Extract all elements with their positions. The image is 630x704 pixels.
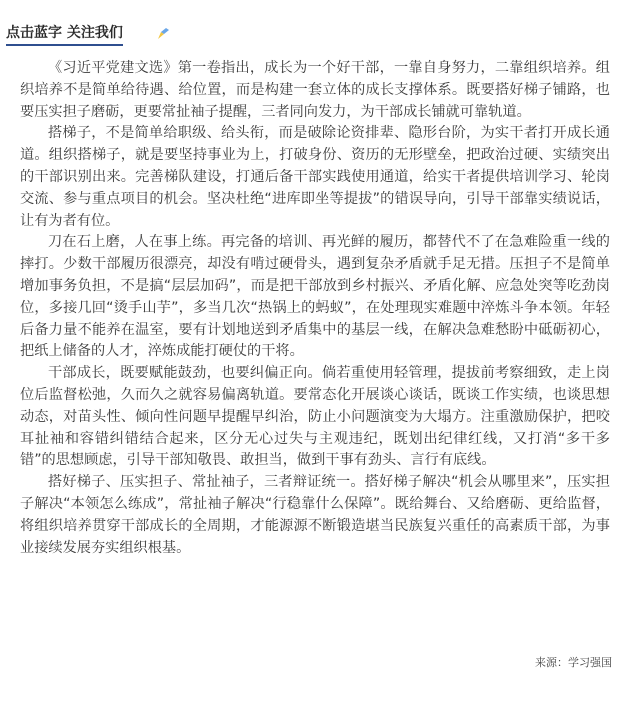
article-paragraph: 搭梯子，不是简单给职级、给头衔，而是破除论资排辈、隐形台阶，为实干者打开成长通道。组织搭梯子，就是要坚持事业为上，打破身份、资历的无形壁垒，把政治过硬、实绩突出的干部识别出来。完善梯队建设，打通后备干部实践使用通道，给实干者提供培训学习、轮岗交流、参与重点项目的机会。坚决杜绝“进库即坐等提拔”的错误导向，引导干部靠实绩说话，让有为者有位。: [20, 125, 610, 229]
article-paragraph: 干部成长，既要赋能鼓劲，也要纠偏正向。倘若重使用轻管理，提拔前考察细致，走上岗位后监督松弛，久而久之就容易偏离轨道。要常态化开展谈心谈话，既谈工作实绩，也谈思想动态，对苗头性、倾向性问题早提醒早纠治，防止小问题演变为大塌方。注重激励保护，把咬耳扯袖和容错纠错结合起来，区分无心过失与主观违纪，既划出纪律红线，又打消“多干多错”的思想顾虑，引导干部知敬畏、敢担当，做到干事有劲头、言行有底线。: [20, 365, 610, 469]
article-paragraph: 搭好梯子、压实担子、常扯袖子，三者辩证统一。搭好梯子解决“机会从哪里来”，压实担子解决“本领怎么练成”，常扯袖子解决“行稳靠什么保障”。既给舞台、又给磨砺、更给监督，将组织培养贯穿干部成长的全周期，才能源源不断锻造堪当民族复兴重任的高素质干部，为事业接续发展夯实组织根基。: [20, 474, 610, 556]
article-paragraph: 刀在石上磨，人在事上练。再完备的培训、再光鲜的履历，都替代不了在急难险重一线的摔打。少数干部履历很漂亮，却没有啃过硬骨头，遇到复杂矛盾就手足无措。压担子不是简单增加事务负担，不是搞“层层加码”，而是把干部放到乡村振兴、矛盾化解、应急处突等吃劲岗位，多接几回“烫手山芋”，多当几次“热锅上的蚂蚁”，在处理现实难题中淬炼斗争本领。年轻后备力量不能养在温室，要有计划地送到矛盾集中的基层一线，在解决急难愁盼中砥砺初心，把纸上储备的人才，淬炼成能打硬仗的干将。: [20, 234, 610, 360]
source-credit: 来源：学习强国: [535, 656, 612, 669]
follow-label[interactable]: 点击蓝字 关注我们: [6, 22, 123, 46]
pencil-icon: [156, 28, 170, 40]
article-paragraph: 《习近平党建文选》第一卷指出，成长为一个好干部，一靠自身努力，二靠组织培养。组织培养不是简单给待遇、给位置，而是构建一套立体的成长支撑体系。既要搭好梯子铺路，也要压实担子磨砺，更要常扯袖子提醒，三者同向发力，为干部成长铺就可靠轨道。: [20, 60, 610, 120]
follow-banner[interactable]: [6, 22, 186, 44]
article-body: [20, 58, 610, 559]
